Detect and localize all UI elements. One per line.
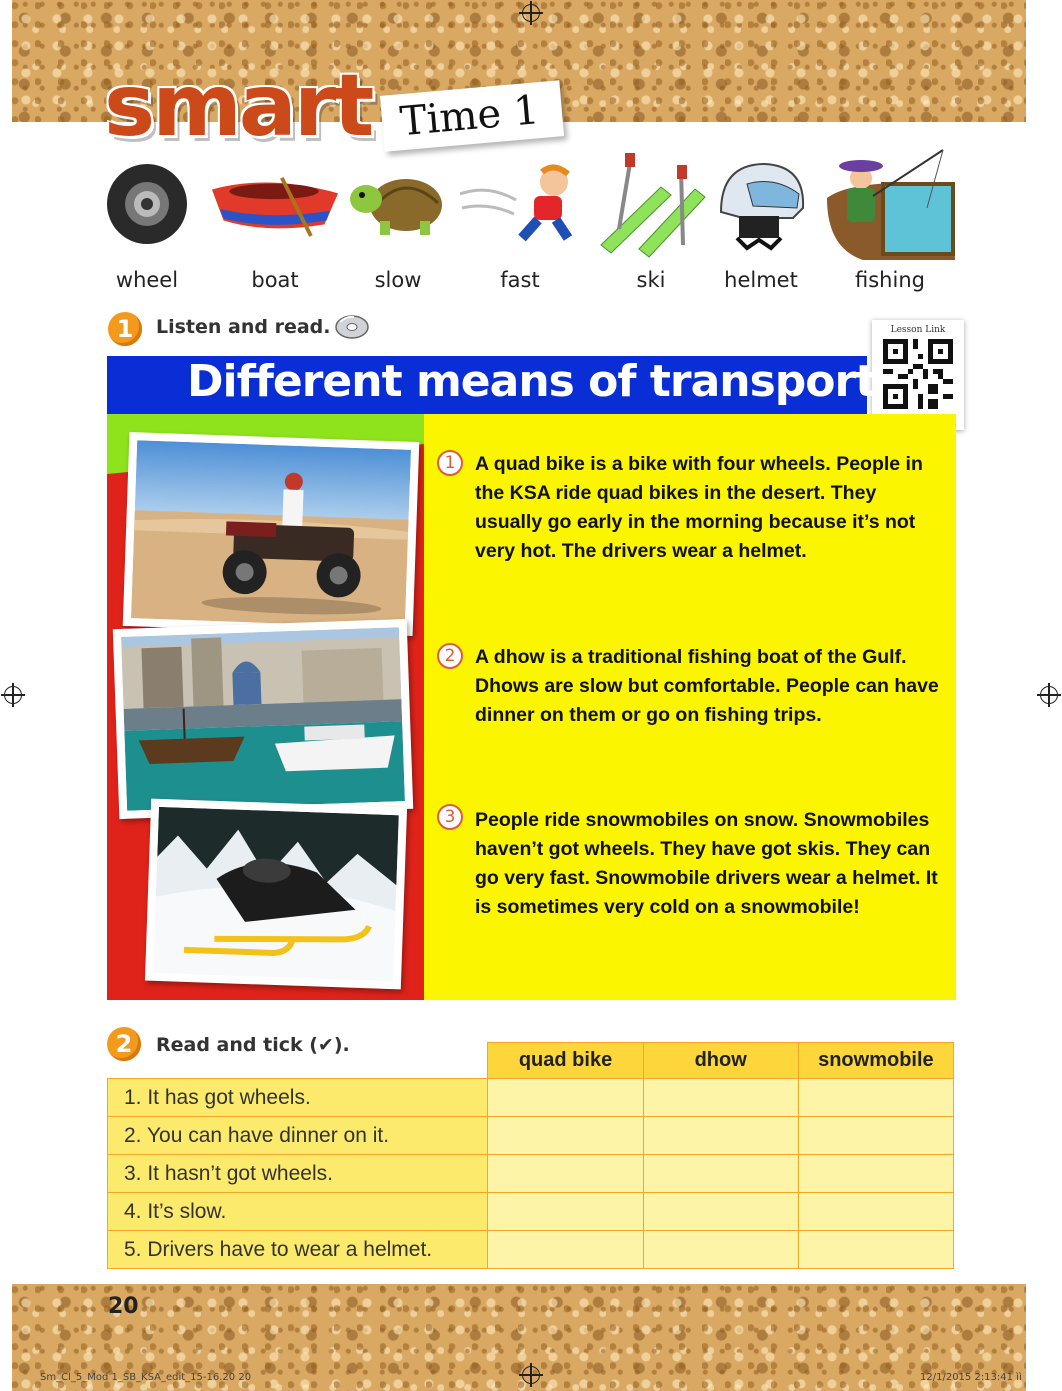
tick-cell[interactable] xyxy=(488,1079,643,1117)
registration-mark-icon xyxy=(522,1366,540,1384)
reading-title: Different means of transport xyxy=(187,356,876,407)
paragraph-snowmobile: People ride snowmobiles on snow. Snowmobiles haven’t got wheels. They have got skis. They can go very fast. Snowmobile drivers wear a helmet. It is sometimes very cold on a snowmobile! xyxy=(475,809,938,918)
vocab-word: wheel xyxy=(115,268,179,292)
column-header-dhow: dhow xyxy=(643,1043,798,1079)
vocab-word: boat xyxy=(251,268,299,292)
cd-icon[interactable] xyxy=(334,312,370,342)
tick-cell[interactable] xyxy=(643,1231,798,1269)
tick-cell[interactable] xyxy=(488,1231,643,1269)
tick-cell[interactable] xyxy=(798,1079,953,1117)
vocabulary-strip xyxy=(100,148,960,298)
table-header-blank xyxy=(108,1043,488,1079)
paragraph-number-badge: 2 xyxy=(437,643,463,669)
tick-cell[interactable] xyxy=(643,1079,798,1117)
tick-cell[interactable] xyxy=(643,1155,798,1193)
exercise-instruction: Read and tick (✔). xyxy=(156,1034,350,1056)
statement: 1. It has got wheels. xyxy=(108,1079,488,1117)
vocab-word: ski xyxy=(636,268,666,292)
quad-bike-photo xyxy=(123,432,420,636)
registration-mark-icon xyxy=(522,4,540,22)
table-row xyxy=(108,1231,954,1269)
dhow-photo xyxy=(113,619,413,819)
tick-cell[interactable] xyxy=(643,1193,798,1231)
paragraph-dhow: A dhow is a traditional fishing boat of the Gulf. Dhows are slow but comfortable. People can have dinner on them or go on fishing trips. xyxy=(475,646,939,726)
tick-cell[interactable] xyxy=(488,1155,643,1193)
vocab-item-wheel xyxy=(92,148,202,292)
tick-cell[interactable] xyxy=(488,1193,643,1231)
paragraph-number-badge: 3 xyxy=(437,804,463,830)
table-header-row xyxy=(108,1043,954,1079)
statement: 2. You can have dinner on it. xyxy=(108,1117,488,1155)
snowmobile-photo xyxy=(145,799,407,990)
exercise-instruction: Listen and read. xyxy=(156,316,331,338)
vocab-word: fishing xyxy=(855,268,925,292)
vocab-word: helmet xyxy=(724,268,798,292)
registration-mark-icon xyxy=(1040,686,1058,704)
fisherman-icon xyxy=(822,148,958,260)
vocab-item-fishing xyxy=(822,148,958,292)
tick-cell[interactable] xyxy=(643,1117,798,1155)
wheel-icon xyxy=(92,148,202,260)
lesson-subtitle: Time 1 xyxy=(380,80,564,151)
page-number: 20 xyxy=(108,1294,139,1319)
vocab-word: slow xyxy=(374,268,422,292)
vocab-item-fast xyxy=(455,148,585,292)
qr-code-icon[interactable] xyxy=(883,339,953,409)
tick-cell[interactable] xyxy=(798,1117,953,1155)
vocab-item-slow xyxy=(343,148,453,292)
column-header-snowmobile: snowmobile xyxy=(798,1043,953,1079)
table-row xyxy=(108,1117,954,1155)
registration-mark-icon xyxy=(4,686,22,704)
print-slug: Sm_Cl_5_Mod 1_SB_KSA_edit_15-16.20 20 xyxy=(40,1372,252,1383)
tick-cell[interactable] xyxy=(798,1155,953,1193)
tick-table xyxy=(107,1042,954,1269)
column-header-quad-bike: quad bike xyxy=(488,1043,643,1079)
vocab-item-boat xyxy=(210,148,340,292)
paragraph-number-badge: 1 xyxy=(437,450,463,476)
brand-logo: smart xyxy=(104,56,372,156)
vocab-word: fast xyxy=(500,268,540,292)
table-row xyxy=(108,1193,954,1231)
exercise-number-badge: 1 xyxy=(108,312,142,346)
vocab-item-helmet xyxy=(706,148,816,292)
statement: 5. Drivers have to wear a helmet. xyxy=(108,1231,488,1269)
tortoise-icon xyxy=(343,148,453,260)
vocab-item-ski xyxy=(586,148,716,292)
table-row xyxy=(108,1155,954,1193)
tick-cell[interactable] xyxy=(798,1231,953,1269)
paragraph-quad-bike: A quad bike is a bike with four wheels. People in the KSA ride quad bikes in the desert. They usually go early in the morning because it’s not very hot. The drivers wear a helmet. xyxy=(475,453,923,562)
tick-cell[interactable] xyxy=(798,1193,953,1231)
helmet-icon xyxy=(706,148,816,260)
skis-icon xyxy=(586,148,716,260)
tick-cell[interactable] xyxy=(488,1117,643,1155)
boat-icon xyxy=(210,148,340,260)
statement: 4. It’s slow. xyxy=(108,1193,488,1231)
table-row xyxy=(108,1079,954,1117)
lesson-link-caption: Lesson Link xyxy=(890,325,946,335)
exercise-number-badge: 2 xyxy=(107,1027,141,1061)
print-timestamp: 12/1/2015 2:13:41 ìì xyxy=(920,1372,1022,1383)
statement: 3. It hasn’t got wheels. xyxy=(108,1155,488,1193)
running-boy-icon xyxy=(455,148,585,260)
